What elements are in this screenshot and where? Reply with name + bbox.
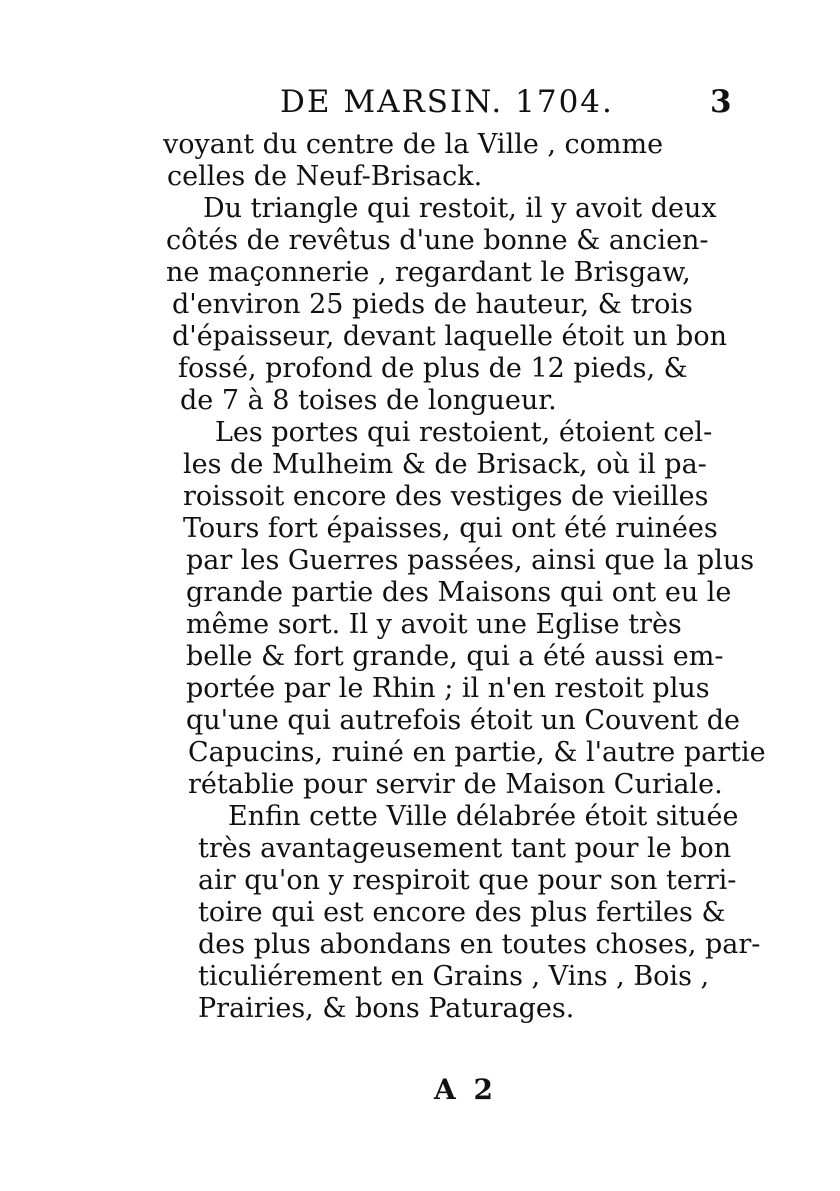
text-line: portée par le Rhin ; il n'en restoit plus (186, 673, 710, 704)
text-line: grande partie des Maisons qui ont eu le (186, 577, 732, 608)
text-line: Capucins, ruiné en partie, & l'autre partie (188, 737, 766, 768)
text-line: très avantageusement tant pour le bon (198, 833, 732, 864)
text-line: Prairies, & bons Paturages. (198, 993, 575, 1024)
text-line: d'épaisseur, devant laquelle étoit un bon (172, 321, 727, 352)
page-number: 3 (710, 84, 734, 120)
text-line: même sort. Il y avoit une Eglise très (186, 609, 682, 640)
text-line: des plus abondans en toutes choses, par- (198, 929, 761, 960)
text-line: belle & fort grande, qui a été aussi em- (186, 641, 724, 672)
text-line: côtés de revêtus d'une bonne & ancien- (166, 225, 709, 256)
text-line: d'environ 25 pieds de hauteur, & trois (172, 289, 693, 320)
text-line: Tours fort épaisses, qui ont été ruinées (183, 513, 718, 544)
text-line: toire qui est encore des plus fertiles & (198, 897, 726, 928)
text-line: qu'une qui autrefois étoit un Couvent de (186, 705, 741, 736)
text-line: ne maçonnerie , regardant le Brisgaw, (166, 257, 691, 288)
text-line: roissoit encore des vestiges de vieilles (183, 481, 709, 512)
text-line: rétablie pour servir de Maison Curiale. (188, 769, 723, 800)
text-line: voyant du centre de la Ville , comme (163, 129, 664, 160)
text-line: fossé, profond de plus de 12 pieds, & (178, 353, 688, 384)
running-title: DE MARSIN. 1704. (280, 84, 614, 120)
text-line: air qu'on y respiroit que pour son terri- (198, 865, 737, 896)
text-line: celles de Neuf-Brisack. (167, 161, 483, 192)
text-line: Enfin cette Ville délabrée étoit située (228, 801, 739, 832)
text-line: par les Guerres passées, ainsi que la plus (186, 545, 755, 576)
text-line: Les portes qui restoient, étoient cel- (215, 417, 713, 448)
signature-mark: A 2 (434, 1073, 497, 1106)
text-line: ticuliérement en Grains , Vins , Bois , (198, 961, 710, 992)
text-line: de 7 à 8 toises de longueur. (180, 385, 557, 416)
text-line: les de Mulheim & de Brisack, où il pa- (183, 449, 707, 480)
text-line: Du triangle qui restoit, il y avoit deux (203, 193, 717, 224)
